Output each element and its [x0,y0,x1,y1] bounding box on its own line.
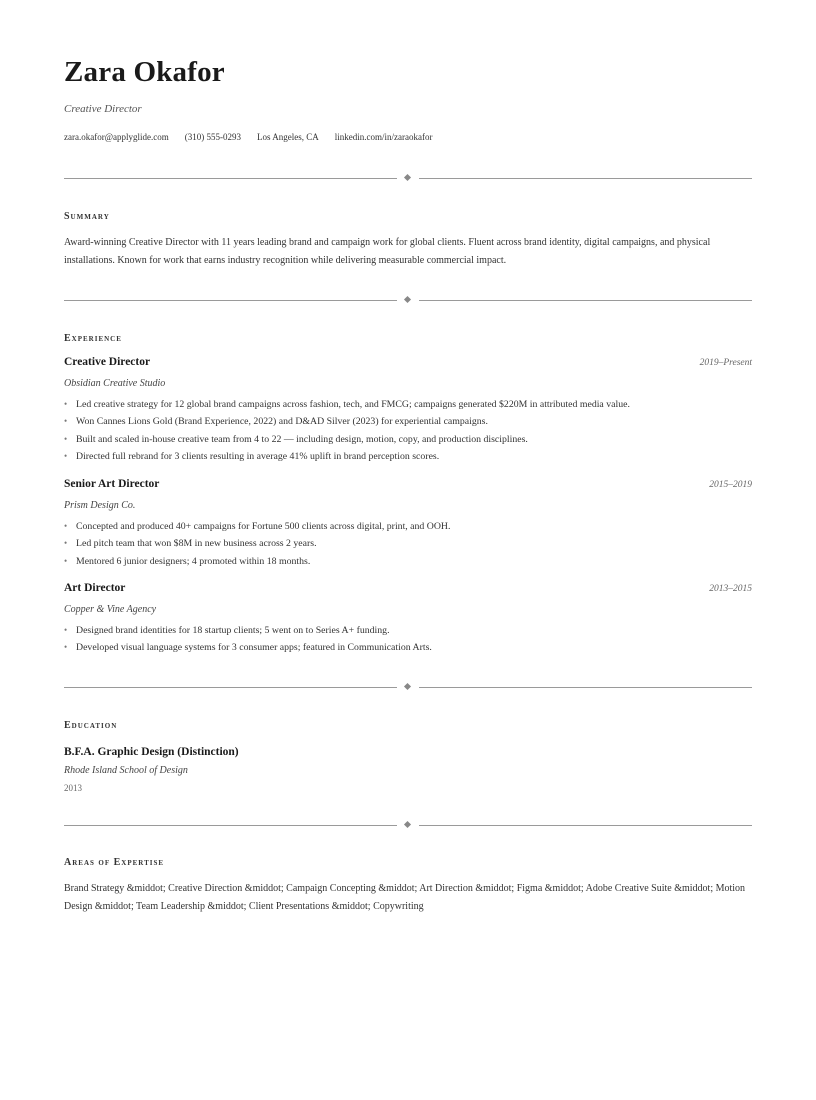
candidate-role: Creative Director [64,103,142,115]
bullet-icon: • [64,433,68,444]
job-title: Art Director [64,582,126,594]
expertise-heading: Areas of Expertise [64,857,165,868]
job-company: Copper & Vine Agency [64,604,157,615]
divider-line-right [419,300,752,301]
bullet-icon: • [64,416,68,427]
section-divider [64,683,752,693]
bullet-text: Built and scaled in-house creative team from 4 to 22 — including design, motion, copy, and production disciplines. [76,433,528,445]
summary-heading: Summary [64,211,110,222]
bullet-icon: • [64,399,68,409]
candidate-name: Zara Okafor [64,56,225,88]
bullet-text: Designed brand identities for 18 startup clients; 5 went on to Series A+ funding. [76,625,390,636]
divider-line-left [64,178,397,179]
list-item [64,413,752,430]
contact-email[interactable]: zara.okafor@applyglide.com [64,132,169,142]
divider-diamond-icon [404,174,411,181]
divider-diamond-icon [404,296,411,303]
divider-line-left [64,300,397,301]
contact-phone: (310) 555-0293 [184,132,241,142]
job-header [64,582,752,600]
experience-entry [64,478,752,570]
divider-line-right [419,825,752,826]
summary-text: Award-winning Creative Director with 11 years leading brand and campaign work for global clients. Fluent across brand identity, digital campaigns, and physical installations. Known for work that earns industry recognition while delivering measurable commercial impact. [64,237,711,266]
divider-diamond-icon [404,683,411,690]
contact-line [64,132,432,142]
bullet-text: Mentored 6 junior designers; 4 promoted within 18 months. [76,555,311,567]
education-heading: Education [64,720,118,731]
bullet-text: Developed visual language systems for 3 consumer apps; featured in Communication Arts. [76,642,432,654]
bullet-icon: • [64,451,68,462]
list-item [64,553,752,570]
divider-line-left [64,687,397,688]
bullet-icon: • [64,642,68,653]
job-dates: 2015–2019 [709,480,752,490]
expertise-text: Brand Strategy &middot; Creative Direction &middot; Campaign Concepting &middot; Art Direction &middot; Figma &middot; Adobe Creative Suite &middot; Motion Design &middot; Team Leadership &middot; Client Presentations &middot; Copywriting [64,883,746,912]
job-company: Obsidian Creative Studio [64,378,166,389]
bullet-text: Directed full rebrand for 3 clients resulting in average 41% uplift in brand perception scores. [76,451,440,463]
bullet-text: Concepted and produced 40+ campaigns for Fortune 500 clients across digital, print, and OOH. [76,521,451,532]
experience-entry [64,582,752,657]
job-header [64,478,752,496]
list-item [64,535,752,552]
job-bullets [64,518,752,570]
job-company: Prism Design Co. [64,500,136,511]
job-header [64,356,752,374]
job-bullets [64,396,752,466]
job-title: Senior Art Director [64,478,160,490]
list-item [64,396,752,413]
education-entry [64,743,752,796]
section-divider [64,821,752,831]
list-item [64,431,752,448]
bullet-text: Won Cannes Lions Gold (Brand Experience, 2022) and D&AD Silver (2023) for experiential campaigns. [76,416,488,428]
experience-entry [64,356,752,466]
bullet-icon: • [64,521,68,531]
section-divider [64,296,752,306]
job-dates: 2013–2015 [709,584,752,594]
divider-line-right [419,687,752,688]
experience-heading: Experience [64,333,122,344]
contact-linkedin[interactable]: linkedin.com/in/zaraokafor [334,132,433,142]
divider-line-left [64,825,397,826]
job-dates: 2019–Present [699,358,752,368]
bullet-text: Led creative strategy for 12 global brand campaigns across fashion, tech, and FMCG; campaigns generated $220M in attributed media value. [76,399,630,410]
contact-location: Los Angeles, CA [257,132,319,142]
job-bullets [64,622,752,657]
bullet-icon: • [64,538,68,549]
list-item [64,518,752,535]
divider-line-right [419,178,752,179]
education-degree: B.F.A. Graphic Design (Distinction) [64,746,239,758]
education-school: Rhode Island School of Design [64,765,188,776]
bullet-icon: • [64,625,68,635]
bullet-icon: • [64,555,68,566]
list-item [64,622,752,639]
list-item [64,448,752,465]
bullet-text: Led pitch team that won $8M in new business across 2 years. [76,538,317,550]
section-divider [64,174,752,184]
list-item [64,639,752,656]
job-title: Creative Director [64,356,151,368]
divider-diamond-icon [404,821,411,828]
education-year: 2013 [64,783,82,793]
